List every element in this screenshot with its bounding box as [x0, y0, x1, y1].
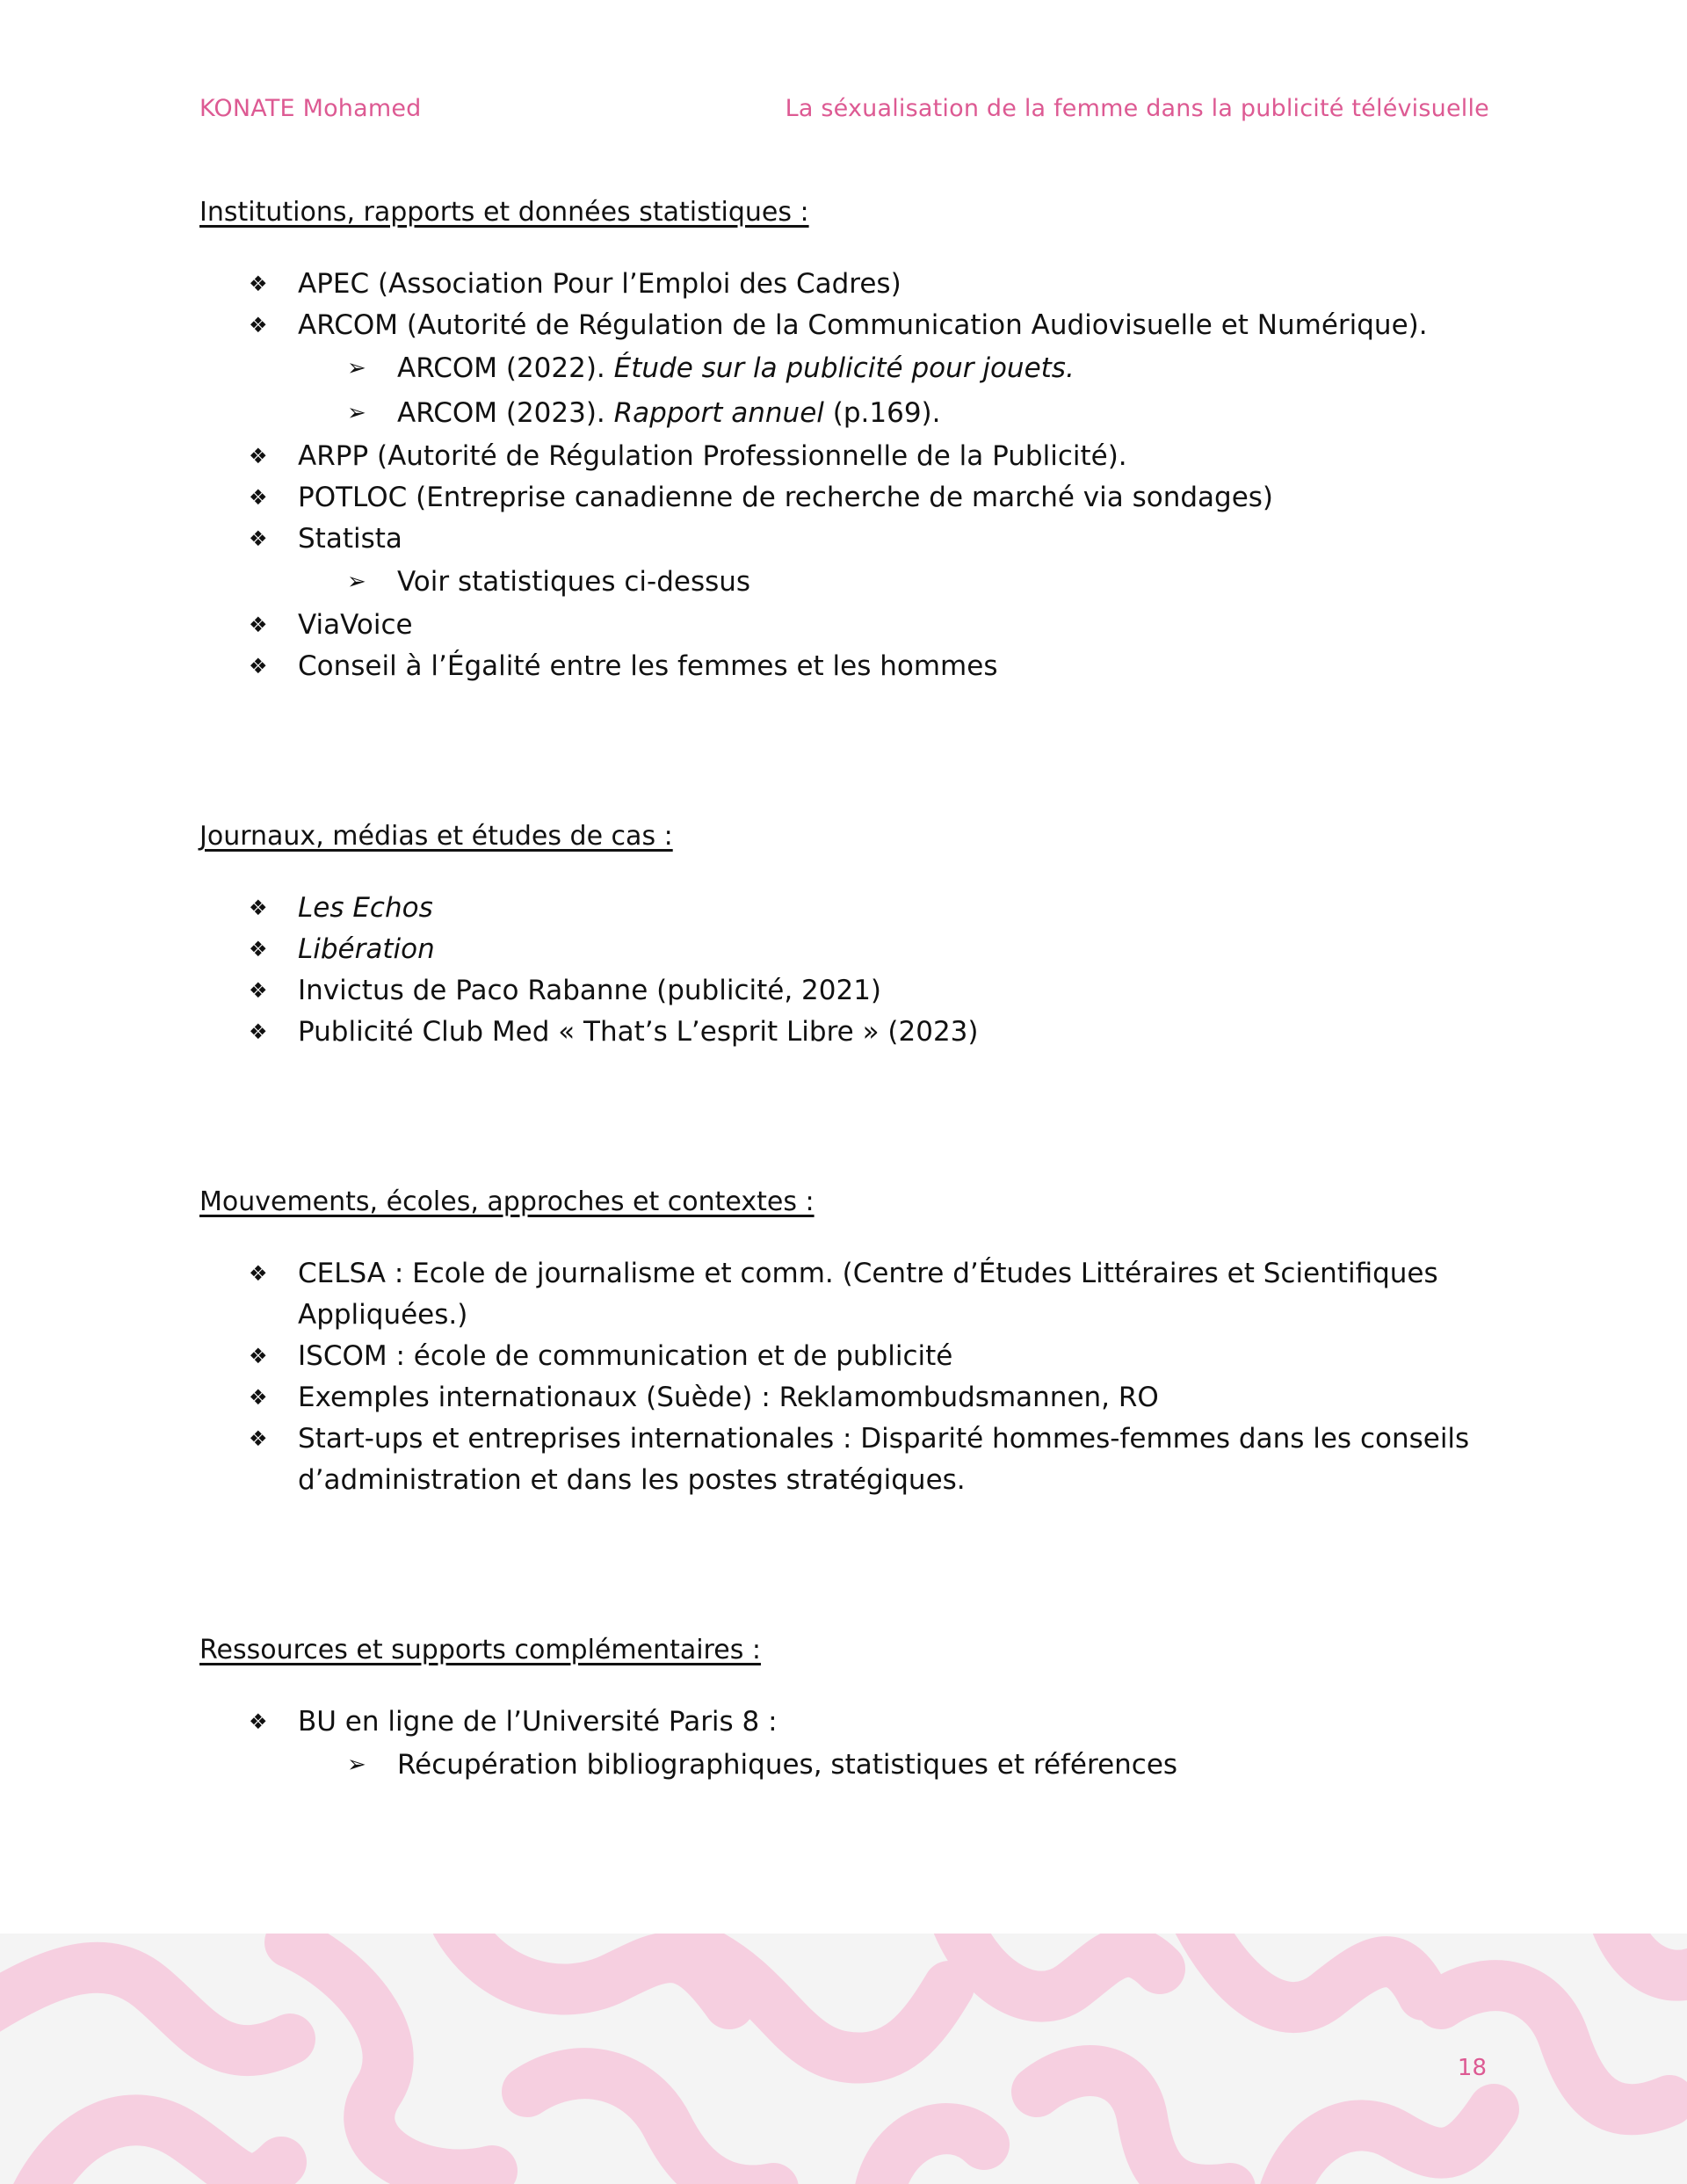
footer-decorative-pattern [0, 1934, 1687, 2184]
list-item: ❖ CELSA : Ecole de journalisme et comm. (Centre d’Études Littéraires et Scientifiques Appliquées.) [199, 1253, 1489, 1336]
list-item: ❖ ViaVoice [199, 605, 1489, 646]
header-title: La séxualisation de la femme dans la publicité télévisuelle [785, 95, 1489, 122]
diamond-bullet-icon: ❖ [249, 1426, 268, 1451]
list-item: ❖ Invictus de Paco Rabanne (publicité, 2021) [199, 970, 1489, 1012]
journaux-list [199, 888, 1489, 1053]
list-item: ❖ APEC (Association Pour l’Emploi des Cadres) [199, 264, 1489, 305]
ressources-list [199, 1701, 1489, 1788]
diamond-bullet-icon: ❖ [249, 444, 268, 468]
list-item: ❖ ARCOM (Autorité de Régulation de la Communication Audiovisuelle et Numérique). [199, 305, 1489, 346]
list-item: ❖ Statista [199, 519, 1489, 560]
diamond-bullet-icon: ❖ [249, 313, 268, 337]
sub-list-item: ➢ ARCOM (2023). Rapport annuel (p.169). [199, 391, 1489, 436]
arrow-bullet-icon: ➢ [347, 569, 366, 595]
diamond-bullet-icon: ❖ [249, 485, 268, 510]
diamond-bullet-icon: ❖ [249, 1385, 268, 1410]
list-item: ❖ ARPP (Autorité de Régulation Professionnelle de la Publicité). [199, 436, 1489, 477]
list-item: ❖ ISCOM : école de communication et de publicité [199, 1336, 1489, 1377]
institutions-list [199, 264, 1489, 687]
section-title-journaux: Journaux, médias et études de cas : [199, 821, 673, 852]
list-item: ❖ Exemples internationaux (Suède) : Reklamombudsmannen, RO [199, 1377, 1489, 1419]
section-title-institutions: Institutions, rapports et données statistiques : [199, 197, 809, 228]
arrow-bullet-icon: ➢ [347, 1752, 366, 1778]
list-item: ❖ Libération [199, 929, 1489, 970]
section-title-ressources: Ressources et supports complémentaires : [199, 1635, 761, 1665]
diamond-bullet-icon: ❖ [249, 1261, 268, 1286]
sub-list-item: ➢ Récupération bibliographiques, statistiques et références [199, 1743, 1489, 1788]
page-content [199, 176, 1489, 1788]
diamond-bullet-icon: ❖ [249, 1019, 268, 1044]
section-title-mouvements: Mouvements, écoles, approches et contextes : [199, 1186, 815, 1217]
list-item: ❖ Les Echos [199, 888, 1489, 929]
list-item: ❖ BU en ligne de l’Université Paris 8 : [199, 1701, 1489, 1743]
header-author: KONATE Mohamed [199, 95, 422, 122]
diamond-bullet-icon: ❖ [249, 613, 268, 637]
diamond-bullet-icon: ❖ [249, 654, 268, 678]
sub-list-item: ➢ Voir statistiques ci-dessus [199, 560, 1489, 605]
diamond-bullet-icon: ❖ [249, 896, 268, 920]
diamond-bullet-icon: ❖ [249, 1344, 268, 1368]
wavy-pattern-icon [0, 1934, 1687, 2184]
list-item: ❖ Publicité Club Med « That’s L’esprit Libre » (2023) [199, 1012, 1489, 1053]
page-header [199, 95, 1489, 122]
arrow-bullet-icon: ➢ [347, 355, 366, 381]
diamond-bullet-icon: ❖ [249, 978, 268, 1003]
diamond-bullet-icon: ❖ [249, 937, 268, 961]
sub-list-item: ➢ ARCOM (2022). Étude sur la publicité pour jouets. [199, 346, 1489, 391]
list-item: ❖ Start-ups et entreprises internationales : Disparité hommes-femmes dans les conseils d’administration et dans les postes stratégiques. [199, 1419, 1489, 1501]
diamond-bullet-icon: ❖ [249, 272, 268, 296]
list-item: ❖ Conseil à l’Égalité entre les femmes et les hommes [199, 646, 1489, 687]
mouvements-list [199, 1253, 1489, 1501]
arrow-bullet-icon: ➢ [347, 400, 366, 426]
diamond-bullet-icon: ❖ [249, 526, 268, 551]
diamond-bullet-icon: ❖ [249, 1709, 268, 1734]
list-item: ❖ POTLOC (Entreprise canadienne de recherche de marché via sondages) [199, 477, 1489, 519]
page-number: 18 [1457, 2055, 1487, 2081]
